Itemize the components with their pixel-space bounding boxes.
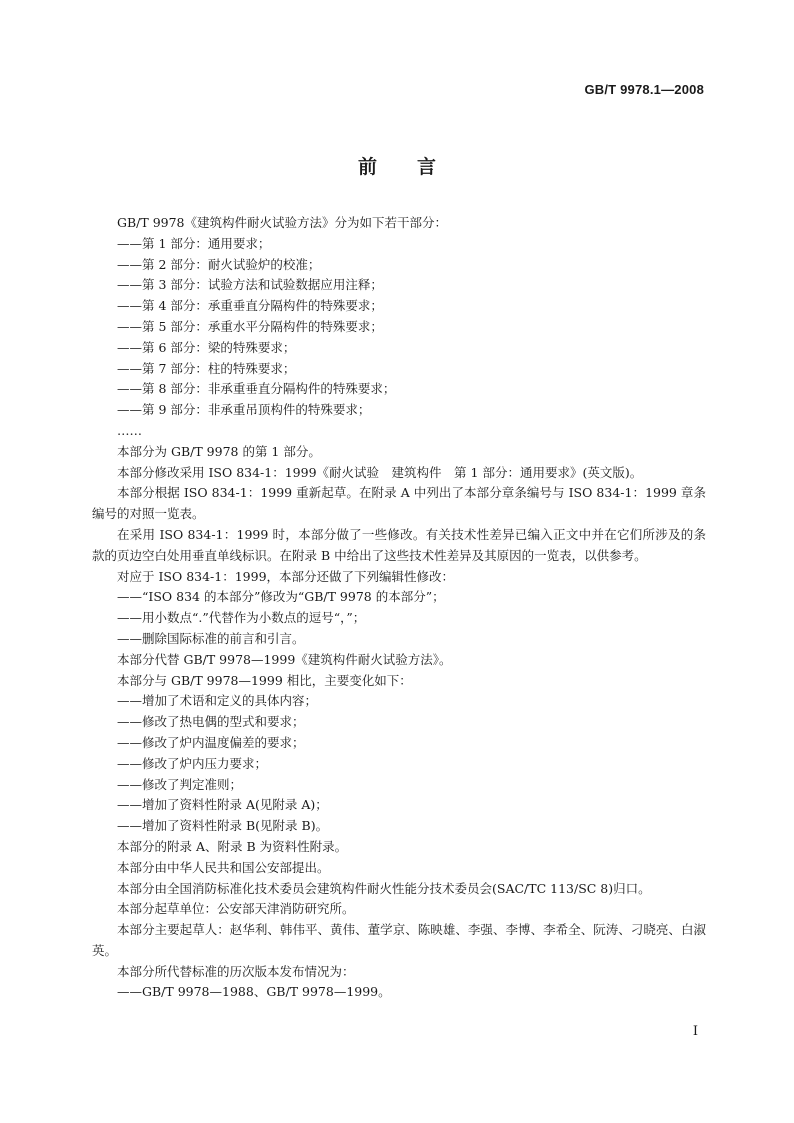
list-item: ——GB/T 9978—1988、GB/T 9978—1999。 — [117, 984, 391, 1000]
paragraph: 本部分主要起草人：赵华利、韩伟平、黄伟、董学京、陈映雄、李强、李博、李希全、阮涛、刁晓亮、白淑英。 — [92, 922, 706, 958]
document-code: GB/T 9978.1—2008 — [584, 82, 704, 97]
list-item: ——第 5 部分：承重水平分隔构件的特殊要求； — [117, 318, 383, 334]
foreword-body — [92, 213, 706, 1003]
paragraph: 本部分的附录 A、附录 B 为资料性附录。 — [117, 838, 348, 854]
list-item: ——增加了资料性附录 B(见附录 B)。 — [117, 818, 329, 834]
paragraph: 本部分为 GB/T 9978 的第 1 部分。 — [117, 443, 321, 459]
paragraph: 本部分根据 ISO 834-1：1999 重新起草。在附录 A 中列出了本部分章条编号与 ISO 834-1：1999 章条编号的对照一览表。 — [92, 485, 706, 522]
list-item: ——修改了炉内压力要求； — [117, 755, 268, 771]
list-item: ——修改了热电偶的型式和要求； — [117, 714, 305, 730]
list-item: ——增加了资料性附录 A(见附录 A)； — [117, 797, 328, 813]
paragraph: 本部分所代替标准的历次版本发布情况为： — [117, 963, 355, 979]
list-item: ——第 2 部分：耐火试验炉的校准； — [117, 256, 321, 272]
list-item: ——用小数点“.”代替作为小数点的逗号“，”； — [117, 610, 366, 626]
list-item: ——删除国际标准的前言和引言。 — [117, 630, 305, 646]
paragraph: 本部分由全国消防标准化技术委员会建筑构件耐火性能分技术委员会(SAC/TC 113/SC 8)归口。 — [117, 880, 651, 896]
paragraph: 本部分修改采用 ISO 834-1：1999《耐火试验 建筑构件 第 1 部分：通用要求》(英文版)。 — [117, 464, 643, 480]
paragraph: 在采用 ISO 834-1：1999 时，本部分做了一些修改。有关技术性差异已编入正文中并在它们所涉及的条款的页边空白处用垂直单线标识。在附录 B 中给出了这些技术性差异及其原因的一览表，以供参考。 — [92, 526, 706, 563]
list-item: ——第 6 部分：梁的特殊要求； — [117, 339, 296, 355]
paragraph: GB/T 9978《建筑构件耐火试验方法》分为如下若干部分： — [117, 215, 448, 230]
ellipsis: …… — [117, 422, 142, 438]
list-item: ——修改了判定准则； — [117, 776, 243, 792]
list-item: ——第 7 部分：柱的特殊要求； — [117, 360, 296, 376]
list-item: ——第 4 部分：承重垂直分隔构件的特殊要求； — [117, 298, 383, 314]
list-item: ——第 3 部分：试验方法和试验数据应用注释； — [117, 277, 383, 293]
list-item: ——第 8 部分：非承重垂直分隔构件的特殊要求； — [117, 381, 396, 397]
paragraph: 本部分与 GB/T 9978—1999 相比，主要变化如下： — [117, 672, 412, 688]
paragraph: 本部分起草单位：公安部天津消防研究所。 — [117, 901, 355, 917]
list-item: ——第 9 部分：非承重吊顶构件的特殊要求； — [117, 402, 371, 418]
list-item: ——增加了术语和定义的具体内容； — [117, 693, 318, 709]
list-item: ——修改了炉内温度偏差的要求； — [117, 734, 305, 750]
paragraph: 本部分由中华人民共和国公安部提出。 — [117, 859, 330, 875]
page-number: I — [692, 1024, 698, 1039]
paragraph: 本部分代替 GB/T 9978—1999《建筑构件耐火试验方法》。 — [117, 651, 452, 667]
paragraph: 对应于 ISO 834-1：1999，本部分还做了下列编辑性修改： — [117, 568, 455, 584]
page-title: 前言 — [357, 156, 476, 178]
list-item: ——第 1 部分：通用要求； — [117, 235, 271, 251]
list-item: ——“ISO 834 的本部分”修改为“GB/T 9978 的本部分”； — [117, 589, 445, 605]
